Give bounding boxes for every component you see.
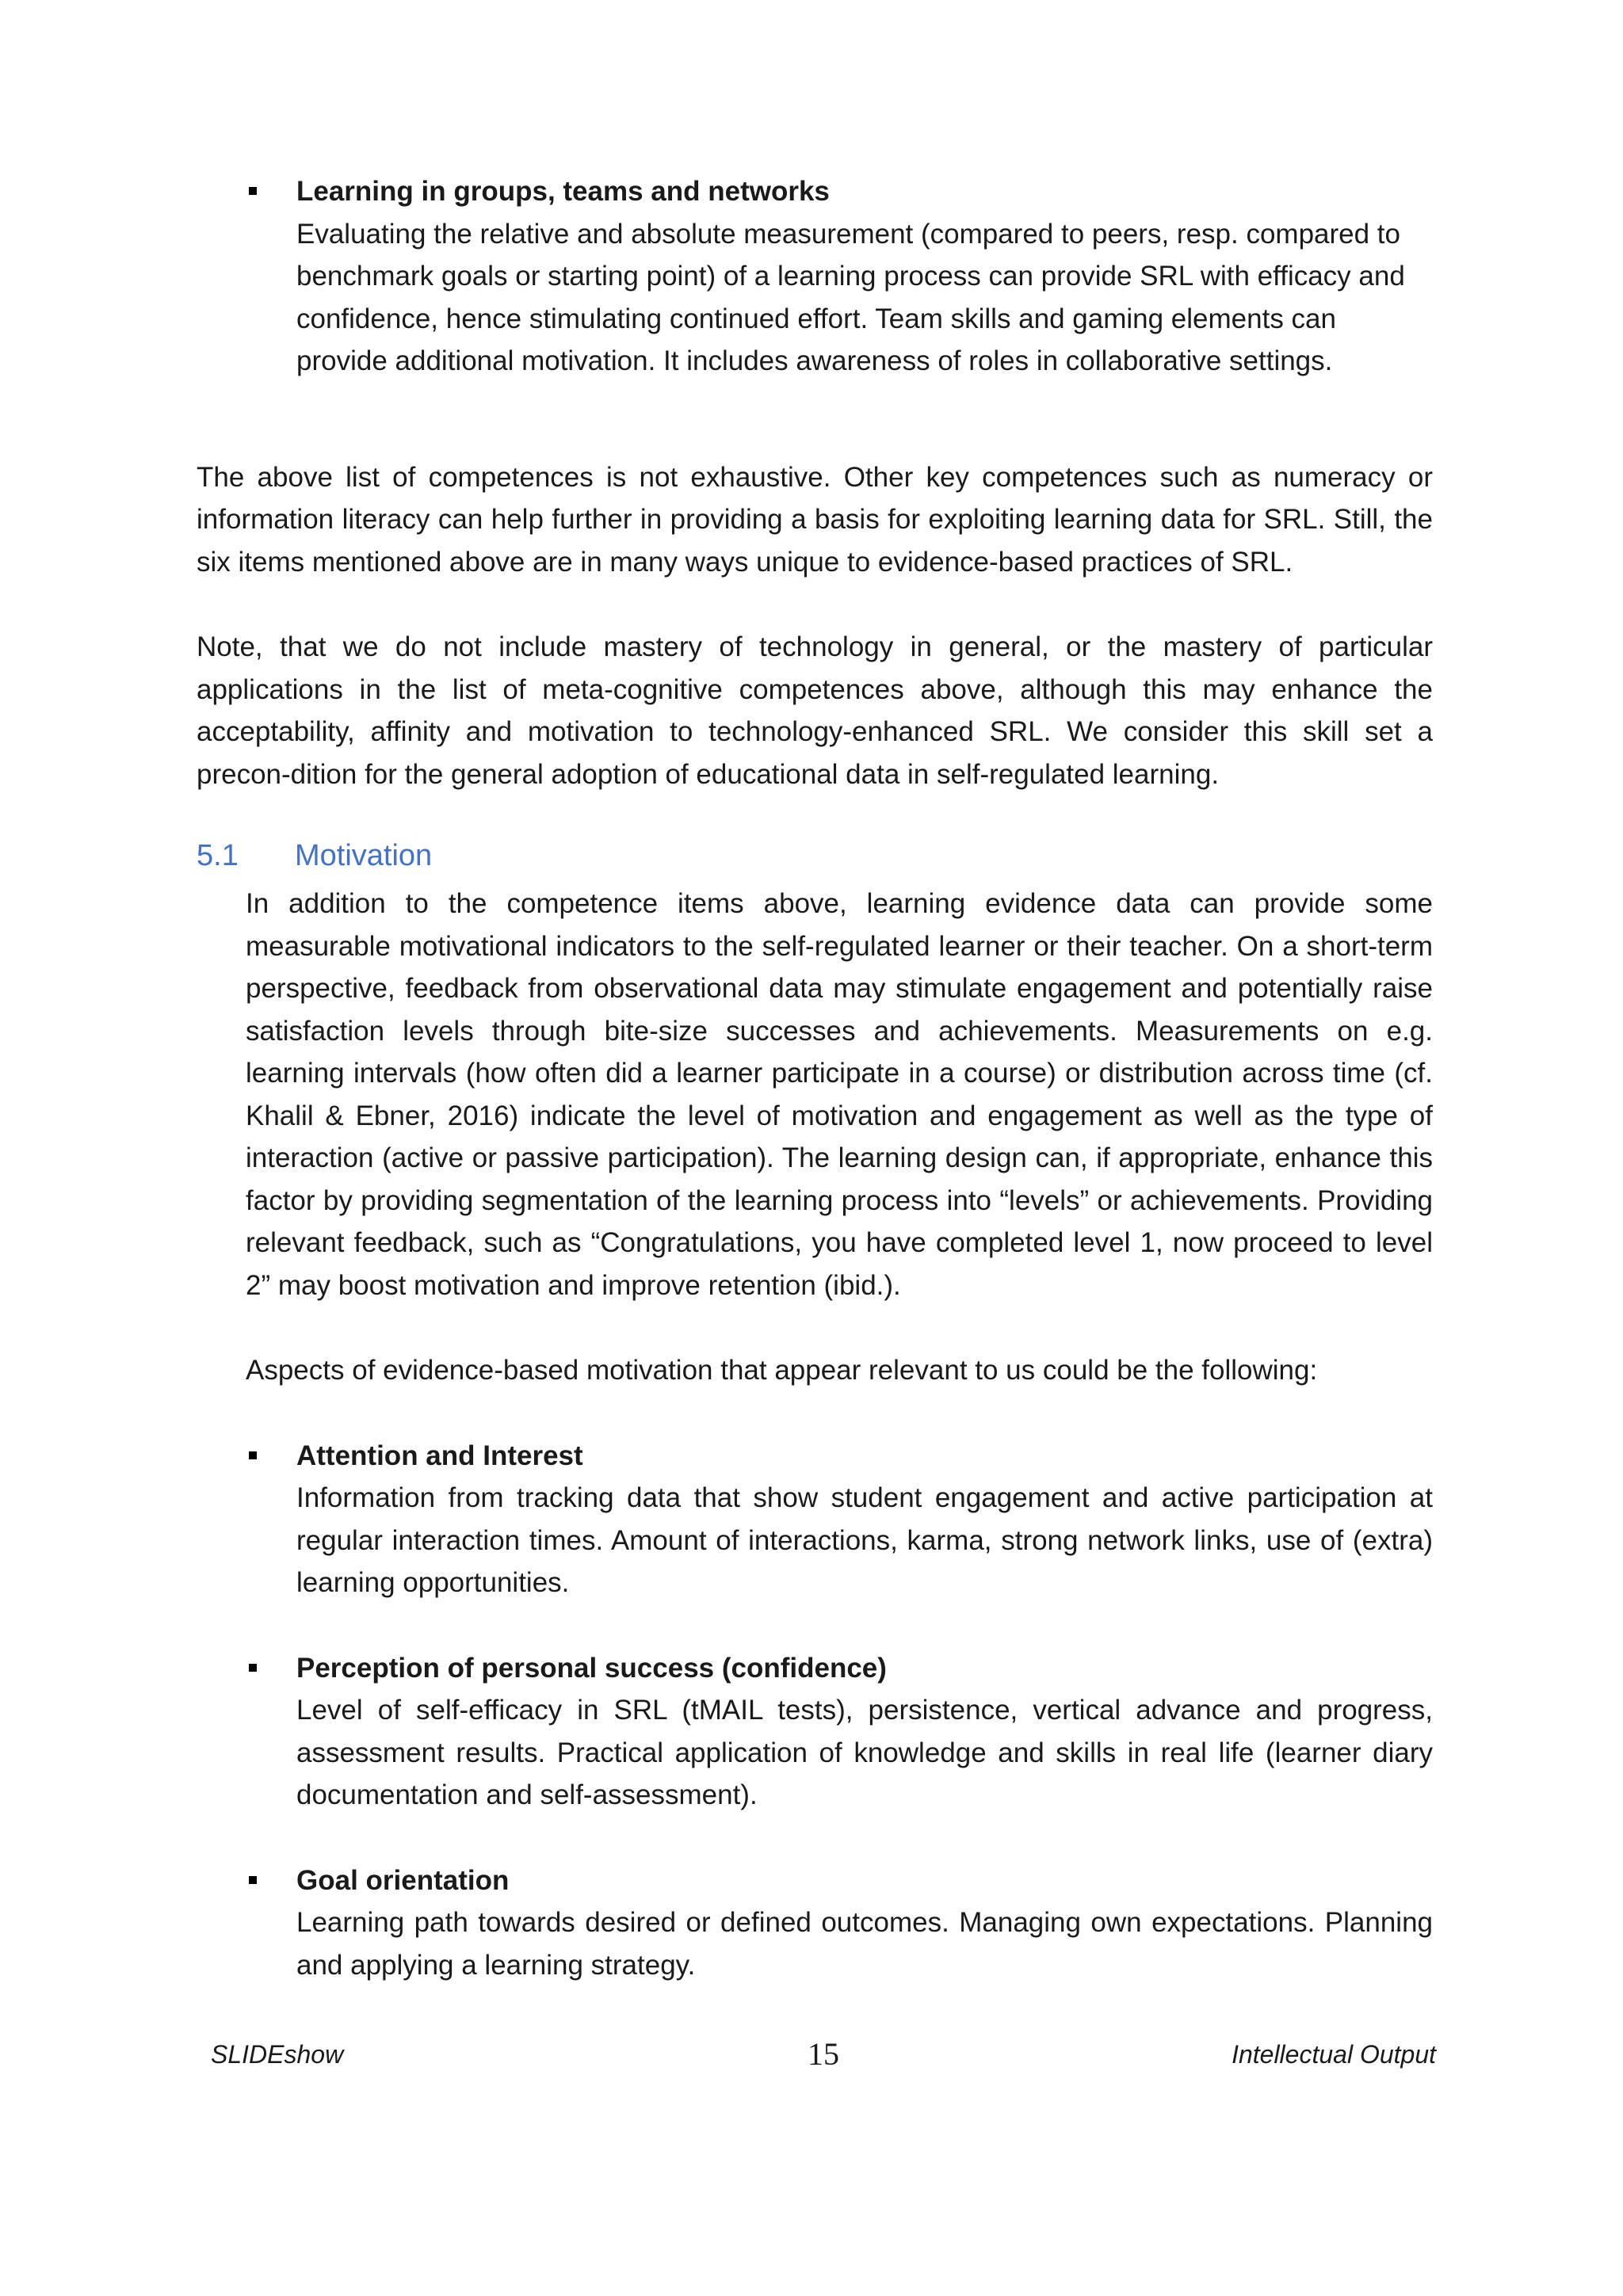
section-number: 5.1: [197, 839, 239, 872]
section-title: Motivation: [295, 839, 433, 872]
bullet-item-attention-interest: [197, 1435, 1433, 1604]
bullet-text: Evaluating the relative and absolute measurement (compared to peers, resp. compared to benchmark goals or starting point) of a learning process can provide SRL with efficacy and confidence, hence stimulating continued effort. Team skills and gaming elements can provide additional motivation. It includes awareness of roles in collaborative settings.: [296, 218, 1405, 376]
bullet-title: Learning in groups, teams and networks: [296, 176, 830, 207]
bullet-item-goal-orientation: [197, 1859, 1433, 1987]
footer-page-number: 15: [808, 2036, 839, 2072]
bullet-marker-icon: [249, 187, 257, 195]
section-body: [197, 883, 1433, 1392]
bullet-marker-icon: [249, 1664, 257, 1672]
footer-project-name: SLIDEshow: [211, 2040, 344, 2069]
bullet-text: Level of self-efficacy in SRL (tMAIL tests), persistence, vertical advance and progress, assessment results. Practical application of knowledge and skills in real life (learner diary documentation and self-assessment).: [296, 1695, 1433, 1810]
paragraph-motivation-intro: In addition to the competence items above, learning evidence data can provide some measurable motivational indicators to the self-regulated learner or their teacher. On a short-term perspective, feedback from observational data may stimulate engagement and potentially raise satisfaction levels through bite-size successes and achievements. Measurements on e.g. learning intervals (how often did a learner participate in a course) or distribution across time (cf. Khalil & Ebner, 2016) indicate the level of motivation and engagement as well as the type of interaction (active or passive participation). The learning design can, if appropriate, enhance this factor by providing segmentation of the learning process into “levels” or achievements. Providing relevant feedback, such as “Congratulations, you have completed level 1, now proceed to level 2” may boost motivation and improve retention (ibid.).: [246, 888, 1433, 1301]
paragraph-competences-not-exhaustive: The above list of competences is not exhaustive. Other key competences such as numeracy or information literacy can help further in providing a basis for exploiting learning data for SRL. Still, the six items mentioned above are in many ways unique to evidence-based practices of SRL.: [197, 461, 1433, 578]
bullet-title: Attention and Interest: [296, 1440, 583, 1471]
bullet-title: Perception of personal success (confidence): [296, 1652, 887, 1684]
bullet-marker-icon: [249, 1876, 257, 1884]
footer-output-label: Intellectual Output: [1232, 2040, 1436, 2069]
bullet-item-groups-teams: [197, 170, 1433, 383]
bullet-marker-icon: [249, 1451, 257, 1459]
bullet-text: Learning path towards desired or defined outcomes. Managing own expectations. Planning and applying a learning strategy.: [296, 1907, 1433, 1981]
paragraph-technology-mastery: Note, that we do not include mastery of technology in general, or the mastery of particular applications in the list of meta-cognitive competences above, although this may enhance the acceptability, affinity and motivation to technology-enhanced SRL. We consider this skill set a precon-dition for the general adoption of educational data in self-regulated learning.: [197, 631, 1433, 790]
bullet-text: Information from tracking data that show student engagement and active participation at regular interaction times. Amount of interactions, karma, strong network links, use of (extra) learning opportunities.: [296, 1482, 1433, 1598]
page-content: [197, 158, 1433, 1986]
page-footer: [211, 2032, 1436, 2080]
section-heading: [197, 833, 1433, 878]
bullet-title: Goal orientation: [296, 1864, 510, 1896]
bullet-item-personal-success: [197, 1647, 1433, 1817]
paragraph-aspects-lead: Aspects of evidence-based motivation that appear relevant to us could be the following:: [246, 1355, 1318, 1386]
